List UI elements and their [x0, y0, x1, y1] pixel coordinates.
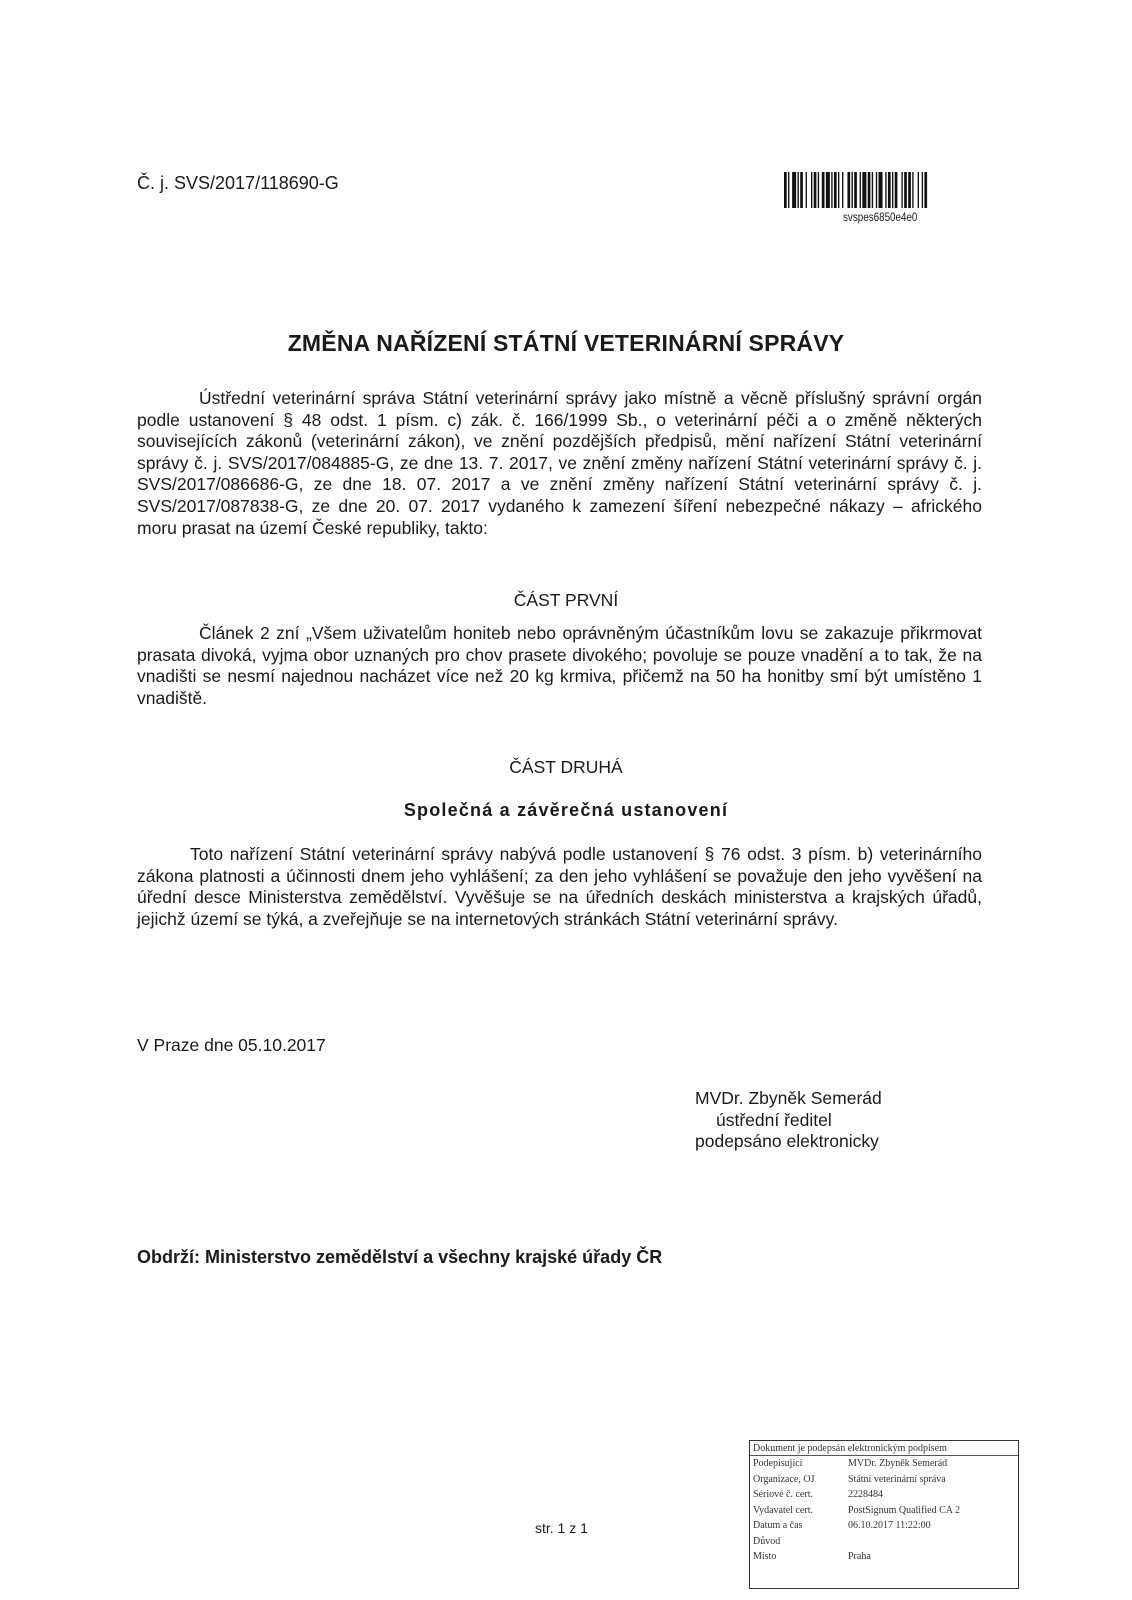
signer-note: podepsáno elektronicky: [695, 1131, 879, 1151]
signature-box-header: Dokument je podepsán elektronickým podpisem: [750, 1441, 1018, 1456]
barcode-bar: [868, 172, 871, 208]
barcode-bar: [822, 172, 825, 208]
signature-row: [750, 1456, 1018, 1472]
recipients: Obdrží: Ministerstvo zemědělství a všechny krajské úřady ČR: [137, 1247, 663, 1267]
barcode-bar: [792, 172, 796, 208]
barcode-bar: [852, 172, 853, 208]
barcode-bar: [811, 172, 812, 208]
barcode-bar: [901, 172, 902, 208]
signature-row: [750, 1472, 1018, 1488]
barcode: [784, 172, 980, 208]
place-date: V Praze dne 05.10.2017: [137, 1035, 326, 1055]
barcode-bar: [831, 172, 832, 208]
barcode-bar: [885, 172, 886, 208]
barcode-bar: [904, 172, 907, 208]
signature-value: [848, 1534, 1018, 1550]
page-number: str. 1 z 1: [535, 1520, 588, 1536]
signature-value: Státní veterinární správa: [848, 1473, 946, 1485]
barcode-bar: [854, 172, 857, 208]
barcode-code: svspes6850e4e0: [843, 210, 918, 224]
part-two-heading: ČÁST DRUHÁ: [509, 757, 623, 777]
barcode-bar: [834, 172, 837, 208]
signature-row: [750, 1487, 1018, 1503]
signer-role: ústřední ředitel: [716, 1109, 832, 1130]
signer-block: [695, 1088, 882, 1153]
signature-key: Sériové č. cert.: [753, 1489, 813, 1500]
barcode-bar: [862, 172, 866, 208]
barcode-bar: [912, 172, 913, 208]
barcode-bar: [918, 172, 919, 208]
signature-key: Podepisující: [753, 1458, 803, 1469]
part-two-subheading: Společná a závěrečná ustanovení: [403, 800, 729, 820]
barcode-bar: [806, 172, 807, 208]
signature-row: [750, 1503, 1018, 1519]
part-two-text: Toto nařízení Státní veterinární správy nabývá podle ustanovení § 76 odst. 3 písm. b) veterinárního zákona platnosti a účinnosti dnem jeho vyhlášení; za den jeho vyhlášení se považuje den jeho vyvěšení na úřední desce Ministerstva zemědělství. Vyvěšuje se na úředních deskách ministerstva a krajských úřadů, jejichž území se týká, a zveřejňuje se na internetových stránkách Státní veterinární správy.: [137, 844, 982, 929]
signature-key: Datum a čas: [753, 1520, 803, 1531]
barcode-bar: [895, 172, 898, 208]
barcode-bar: [876, 172, 877, 208]
signature-key: Důvod: [753, 1535, 781, 1547]
barcode-bar: [888, 172, 891, 208]
signature-box: [749, 1440, 1019, 1589]
signature-value: MVDr. Zbyněk Semerád: [848, 1458, 948, 1469]
part-one-heading: ČÁST PRVNÍ: [513, 590, 619, 610]
barcode-bar: [892, 172, 893, 208]
signer-name: MVDr. Zbyněk Semerád: [695, 1088, 882, 1108]
part-one-text: Článek 2 zní „Všem uživatelům honiteb nebo oprávněným účastníkům lovu se zakazuje přikrmovat prasata divoká, vyjma obor uznaných pro chov prasete divokého; povoluje se pouze vnadění a to tak, že na vnadišti se nesmí najednou nacházet více než 20 kg krmiva, přičemž na 50 ha honitby smí být umístěno 1 vnadiště.: [137, 623, 982, 708]
signature-value: 06.10.2017 11:22:00: [848, 1520, 931, 1531]
barcode-bar: [798, 172, 799, 208]
signature-key: Organizace, OJ: [753, 1473, 815, 1485]
barcode-bar: [924, 172, 927, 208]
barcode-bar: [908, 172, 911, 208]
barcode-bar: [784, 172, 787, 208]
signature-value: 2228484: [848, 1489, 883, 1500]
barcode-bar: [788, 172, 789, 208]
barcode-bar: [818, 172, 819, 208]
signature-row: [750, 1549, 1018, 1565]
document-title: ZMĚNA NAŘÍZENÍ STÁTNÍ VETERINÁRNÍ SPRÁVY: [287, 330, 845, 356]
signature-key: Místo: [753, 1551, 777, 1562]
signature-value: Praha: [848, 1551, 871, 1562]
barcode-bar: [879, 172, 883, 208]
intro-paragraph: Ústřední veterinární správa Státní veterinární správy jako místně a věcně příslušný správní orgán podle ustanovení § 48 odst. 1 písm. c) zák. č. 166/1999 Sb., o veterinární péči a o změně některých souvisejících zákonů (veterinární zákon), ve znění pozdějších předpisů, mění nařízení Státní veterinární správy č. j. SVS/2017/084885-G, ze dne 13. 7. 2017, ve znění změny nařízení Státní veterinární správy č. j. SVS/2017/086686-G, ze dne 18. 07. 2017 a ve znění změny nařízení Státní veterinární správy č. j. SVS/2017/087838-G, ze dne 20. 07. 2017 vydaného k zamezení šíření nebezpečné nákazy – afrického moru prasat na území České republiky, takto:: [137, 388, 982, 538]
barcode-bar: [922, 172, 923, 208]
reference-number: Č. j. SVS/2017/118690-G: [137, 173, 339, 193]
barcode-bar: [872, 172, 873, 208]
barcode-bar: [800, 172, 803, 208]
signature-row: [750, 1534, 1018, 1550]
signature-key: Vydavatel cert.: [753, 1504, 813, 1516]
barcode-bar: [842, 172, 843, 208]
barcode-bar: [814, 172, 817, 208]
barcode-bar: [826, 172, 830, 208]
signature-value: PostSignum Qualified CA 2: [848, 1504, 960, 1516]
barcode-bar: [847, 172, 850, 208]
barcode-bar: [860, 172, 861, 208]
barcode-bar: [838, 172, 839, 208]
signature-row: [750, 1518, 1018, 1534]
